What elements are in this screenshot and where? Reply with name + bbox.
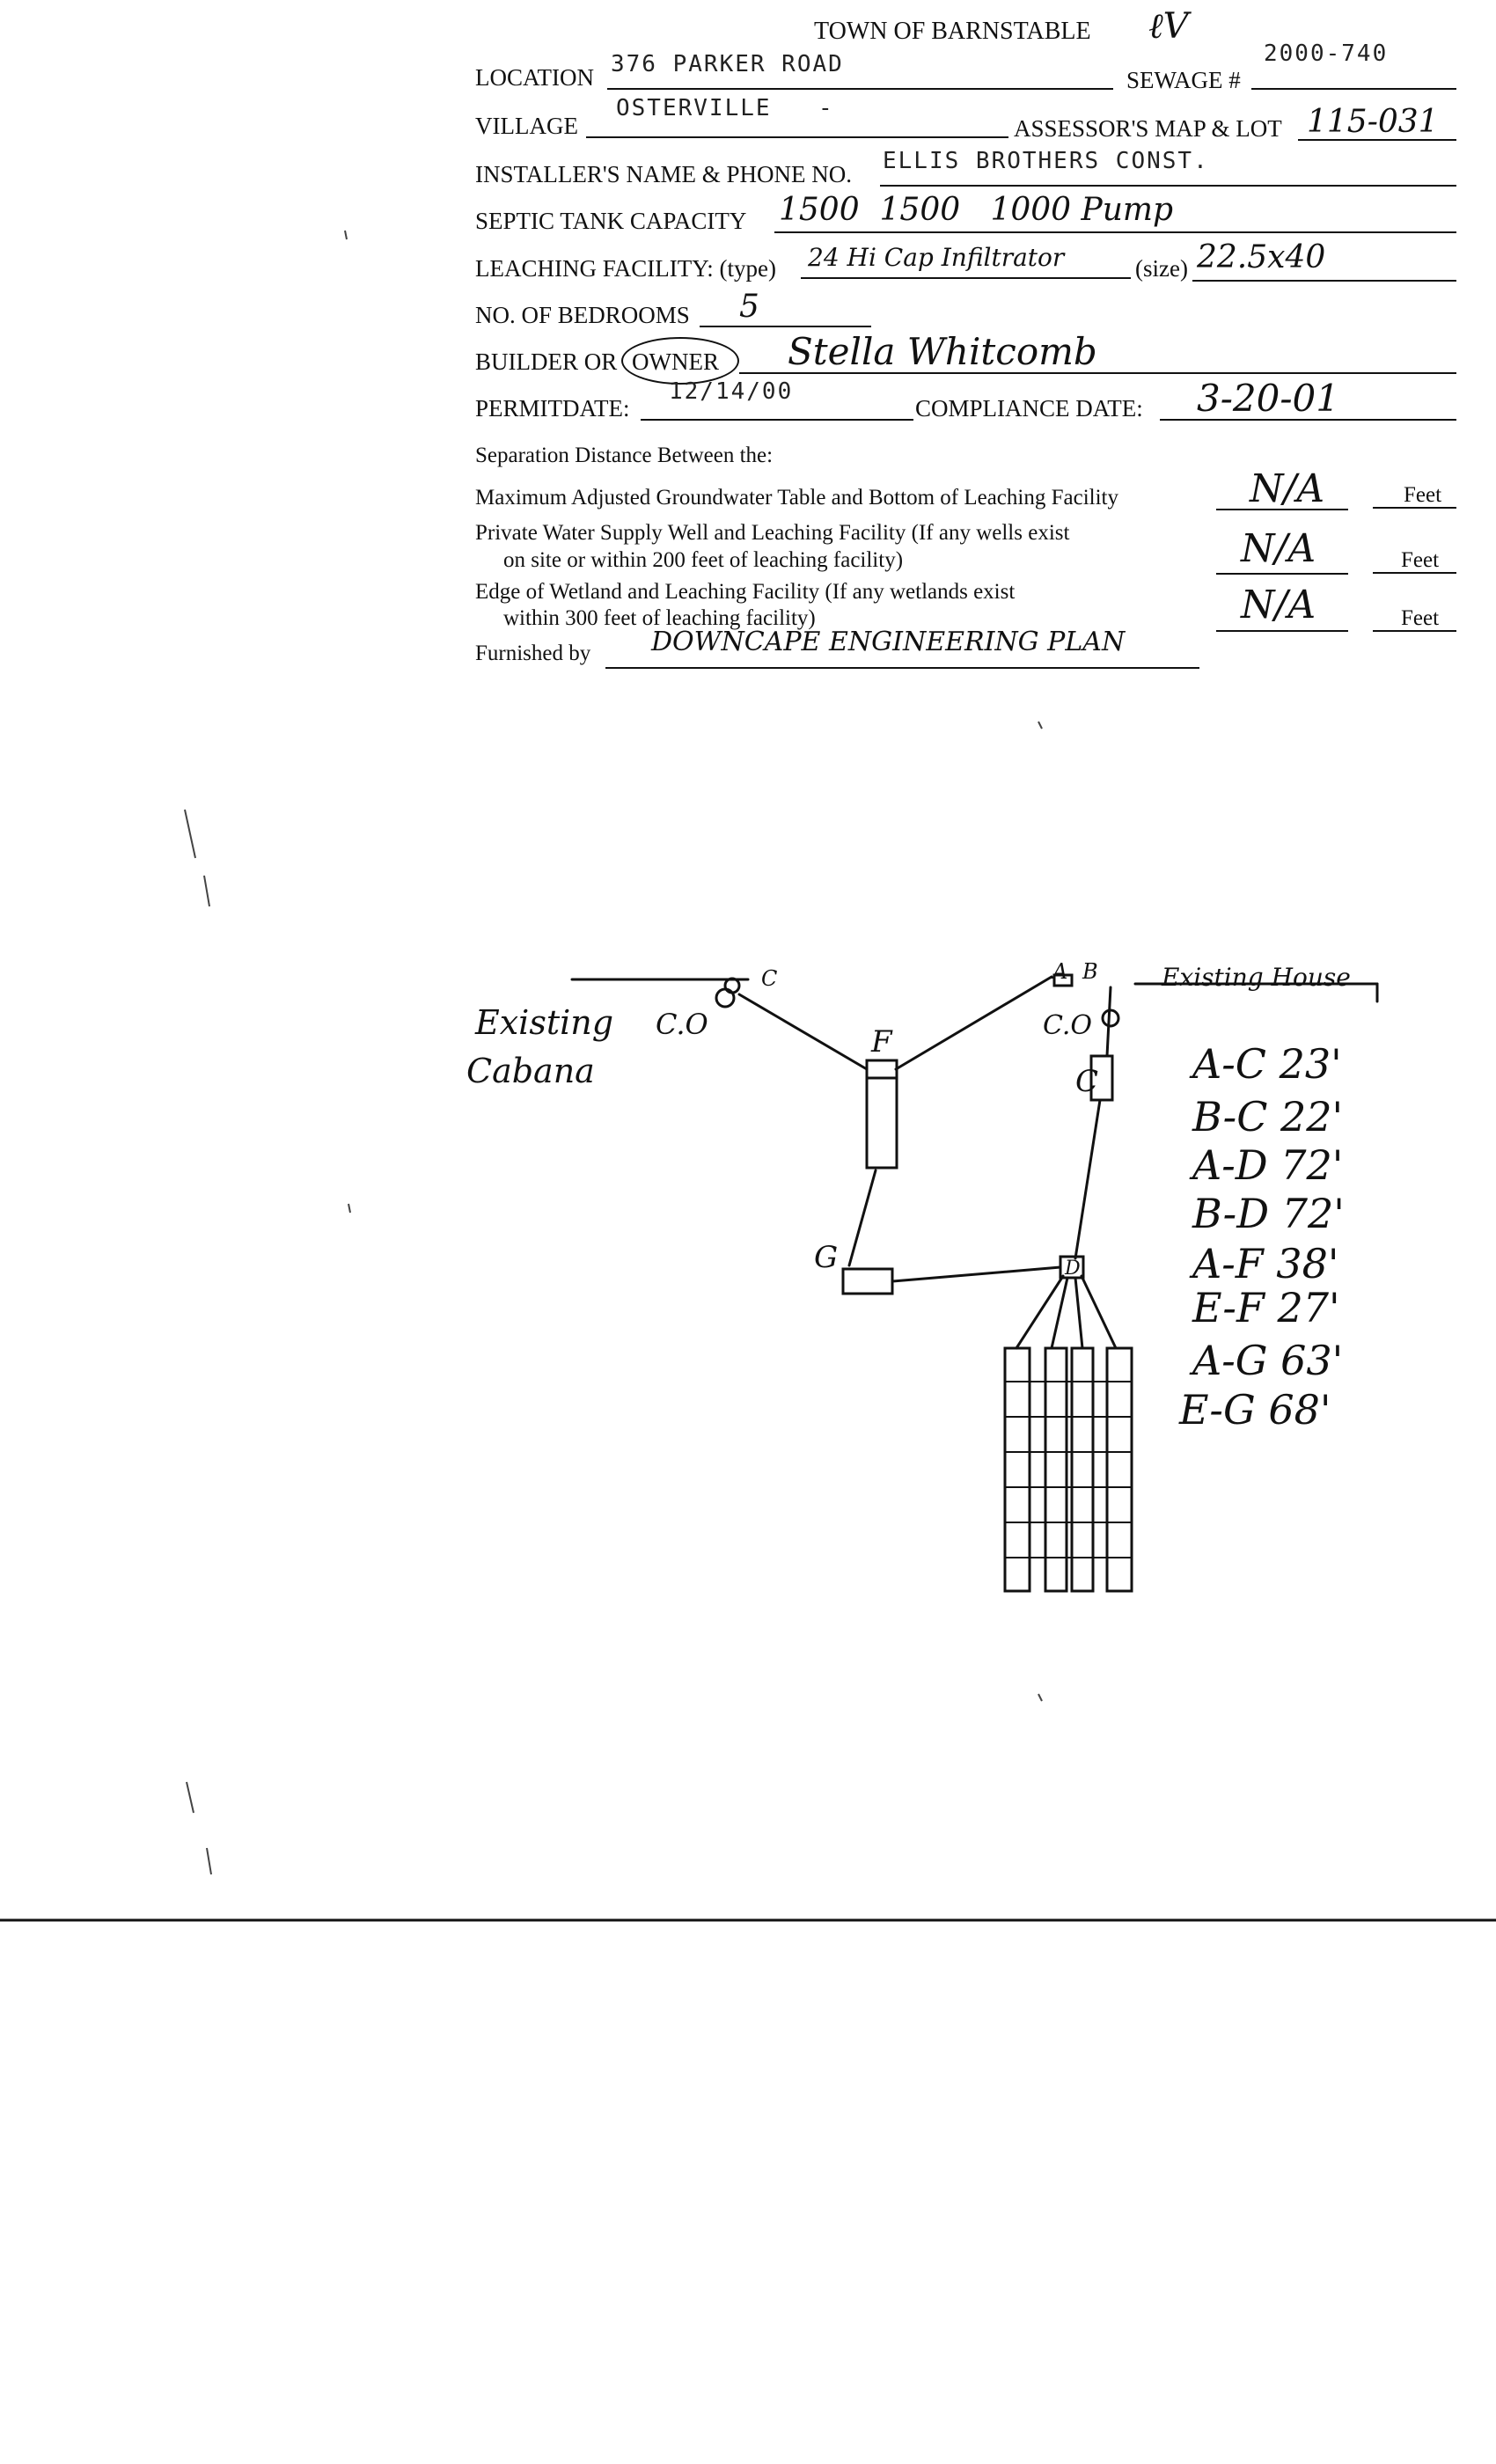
cleanout-left-label: C.O bbox=[656, 1008, 708, 1041]
permit-date-line bbox=[641, 419, 913, 421]
label-f: F bbox=[871, 1024, 892, 1060]
tank-f bbox=[867, 1060, 897, 1168]
sewage-value: 2000-740 bbox=[1264, 40, 1389, 67]
groundwater-separation-value: N/A bbox=[1250, 466, 1325, 511]
compliance-date-line bbox=[1160, 419, 1456, 421]
sewage-line bbox=[1251, 88, 1456, 90]
village-value: OSTERVILLE bbox=[616, 95, 772, 121]
distance-a-c: A-C 23' bbox=[1192, 1040, 1342, 1088]
wetland-feet-line bbox=[1373, 630, 1456, 632]
installer-value: ELLIS BROTHERS CONST. bbox=[883, 148, 1209, 174]
label-b: B bbox=[1082, 959, 1098, 984]
bedrooms-line bbox=[700, 326, 871, 327]
label-g: G bbox=[814, 1240, 839, 1275]
owner-circle bbox=[621, 337, 739, 385]
compliance-date-label: COMPLIANCE DATE: bbox=[915, 395, 1143, 422]
dist-line-3 bbox=[1075, 1278, 1082, 1348]
groundwater-separation-line bbox=[1216, 509, 1348, 510]
leaching-trench-1 bbox=[1005, 1348, 1030, 1591]
groundwater-feet-line bbox=[1373, 507, 1456, 509]
dist-line-4 bbox=[1082, 1276, 1116, 1348]
map-lot-value: 115-031 bbox=[1307, 104, 1439, 140]
form-title: TOWN OF BARNSTABLE bbox=[814, 18, 1091, 45]
tank-capacity-value: 1500 1500 1000 Pump bbox=[779, 192, 1174, 228]
bedrooms-value: 5 bbox=[739, 289, 759, 325]
furnished-by-label: Furnished by bbox=[475, 642, 591, 665]
builder-label: BUILDER OR bbox=[475, 348, 618, 375]
groundwater-separation-label: Maximum Adjusted Groundwater Table and Bottom of Leaching Facility bbox=[475, 486, 1118, 510]
existing-cabana-label-a: Existing bbox=[475, 1003, 614, 1042]
permit-date-label: PERMITDATE: bbox=[475, 395, 630, 422]
bedrooms-label: NO. OF BEDROOMS bbox=[475, 302, 690, 328]
map-lot-line bbox=[1298, 139, 1456, 141]
installer-label: INSTALLER'S NAME & PHONE NO. bbox=[475, 161, 852, 187]
distance-e-f: E-F 27' bbox=[1192, 1284, 1340, 1331]
distance-b-c: B-C 22' bbox=[1192, 1093, 1344, 1140]
builder-owner-line bbox=[739, 372, 1456, 374]
furnished-by-line bbox=[605, 667, 1199, 669]
owner-label: OWNER bbox=[632, 348, 719, 375]
wetland-separation-value: N/A bbox=[1241, 583, 1316, 627]
location-label: LOCATION bbox=[475, 64, 594, 91]
distance-a-g: A-G 63' bbox=[1192, 1337, 1344, 1384]
leaching-size-line bbox=[1192, 280, 1456, 282]
leaching-trench-4 bbox=[1107, 1348, 1132, 1591]
well-separation-label-a: Private Water Supply Well and Leaching Facility (If any wells exist bbox=[475, 521, 1070, 545]
label-d: D bbox=[1065, 1258, 1081, 1280]
well-separation-label-b: on site or within 200 feet of leaching facility) bbox=[503, 548, 904, 572]
well-separation-value: N/A bbox=[1241, 526, 1316, 571]
location-value: 376 PARKER ROAD bbox=[611, 51, 844, 77]
tank-g bbox=[843, 1269, 892, 1294]
leaching-type-value: 24 Hi Cap Infiltrator bbox=[808, 243, 1065, 272]
village-mark: - bbox=[818, 95, 834, 121]
permit-date-value: 12/14/00 bbox=[669, 378, 794, 405]
distance-b-d: B-D 72' bbox=[1192, 1190, 1345, 1237]
existing-cabana-label-b: Cabana bbox=[466, 1052, 595, 1090]
pipe-c-to-d bbox=[1075, 1100, 1100, 1258]
dist-line-1 bbox=[1016, 1276, 1063, 1348]
distance-e-g: E-G 68' bbox=[1179, 1386, 1331, 1434]
sewage-label: SEWAGE # bbox=[1126, 67, 1241, 93]
distance-a-f: A-F 38' bbox=[1192, 1240, 1339, 1287]
tank-capacity-label: SEPTIC TANK CAPACITY bbox=[475, 208, 747, 234]
wetland-separation-label-a: Edge of Wetland and Leaching Facility (If any wetlands exist bbox=[475, 580, 1016, 604]
well-separation-line bbox=[1216, 573, 1348, 575]
pipe-f-to-g bbox=[849, 1170, 876, 1265]
label-a: A bbox=[1052, 959, 1068, 984]
tank-capacity-line bbox=[774, 231, 1456, 233]
well-feet-label: Feet bbox=[1401, 548, 1440, 572]
leaching-size-label: (size) bbox=[1135, 255, 1188, 282]
pipe-g-to-d bbox=[892, 1267, 1060, 1281]
leaching-type-line bbox=[801, 277, 1131, 279]
groundwater-feet-label: Feet bbox=[1404, 483, 1442, 507]
village-line bbox=[586, 136, 1008, 138]
cleanout-right-label: C.O bbox=[1043, 1010, 1093, 1041]
wetland-separation-line bbox=[1216, 630, 1348, 632]
separation-heading: Separation Distance Between the: bbox=[475, 444, 774, 467]
installer-line bbox=[880, 185, 1456, 187]
leaching-size-value: 22.5x40 bbox=[1197, 239, 1326, 275]
cleanout-right-pipe bbox=[1107, 987, 1111, 1056]
label-c-near: C bbox=[761, 966, 778, 991]
furnished-by-value: DOWNCAPE ENGINEERING PLAN bbox=[651, 627, 1126, 657]
builder-owner-value: Stella Whitcomb bbox=[788, 330, 1097, 373]
location-line bbox=[607, 88, 1113, 90]
label-c: C bbox=[1075, 1064, 1099, 1099]
wetland-separation-label-b: within 300 feet of leaching facility) bbox=[503, 606, 816, 630]
well-feet-line bbox=[1373, 572, 1456, 574]
wetland-feet-label: Feet bbox=[1401, 606, 1440, 630]
leaching-type-label: LEACHING FACILITY: (type) bbox=[475, 255, 776, 282]
pipe-cabana-to-f bbox=[739, 994, 867, 1069]
septic-system-sketch bbox=[0, 915, 1496, 2147]
map-lot-label: ASSESSOR'S MAP & LOT bbox=[1014, 115, 1282, 142]
reviewer-initials: ℓV bbox=[1148, 6, 1189, 47]
compliance-date-value: 3-20-01 bbox=[1197, 377, 1339, 420]
village-label: VILLAGE bbox=[475, 113, 578, 139]
existing-house-label: Existing House bbox=[1162, 963, 1351, 992]
distance-a-d: A-D 72' bbox=[1192, 1141, 1344, 1189]
leaching-trench-3 bbox=[1072, 1348, 1093, 1591]
pipe-house-to-f bbox=[896, 977, 1052, 1069]
leaching-trench-2 bbox=[1045, 1348, 1067, 1591]
